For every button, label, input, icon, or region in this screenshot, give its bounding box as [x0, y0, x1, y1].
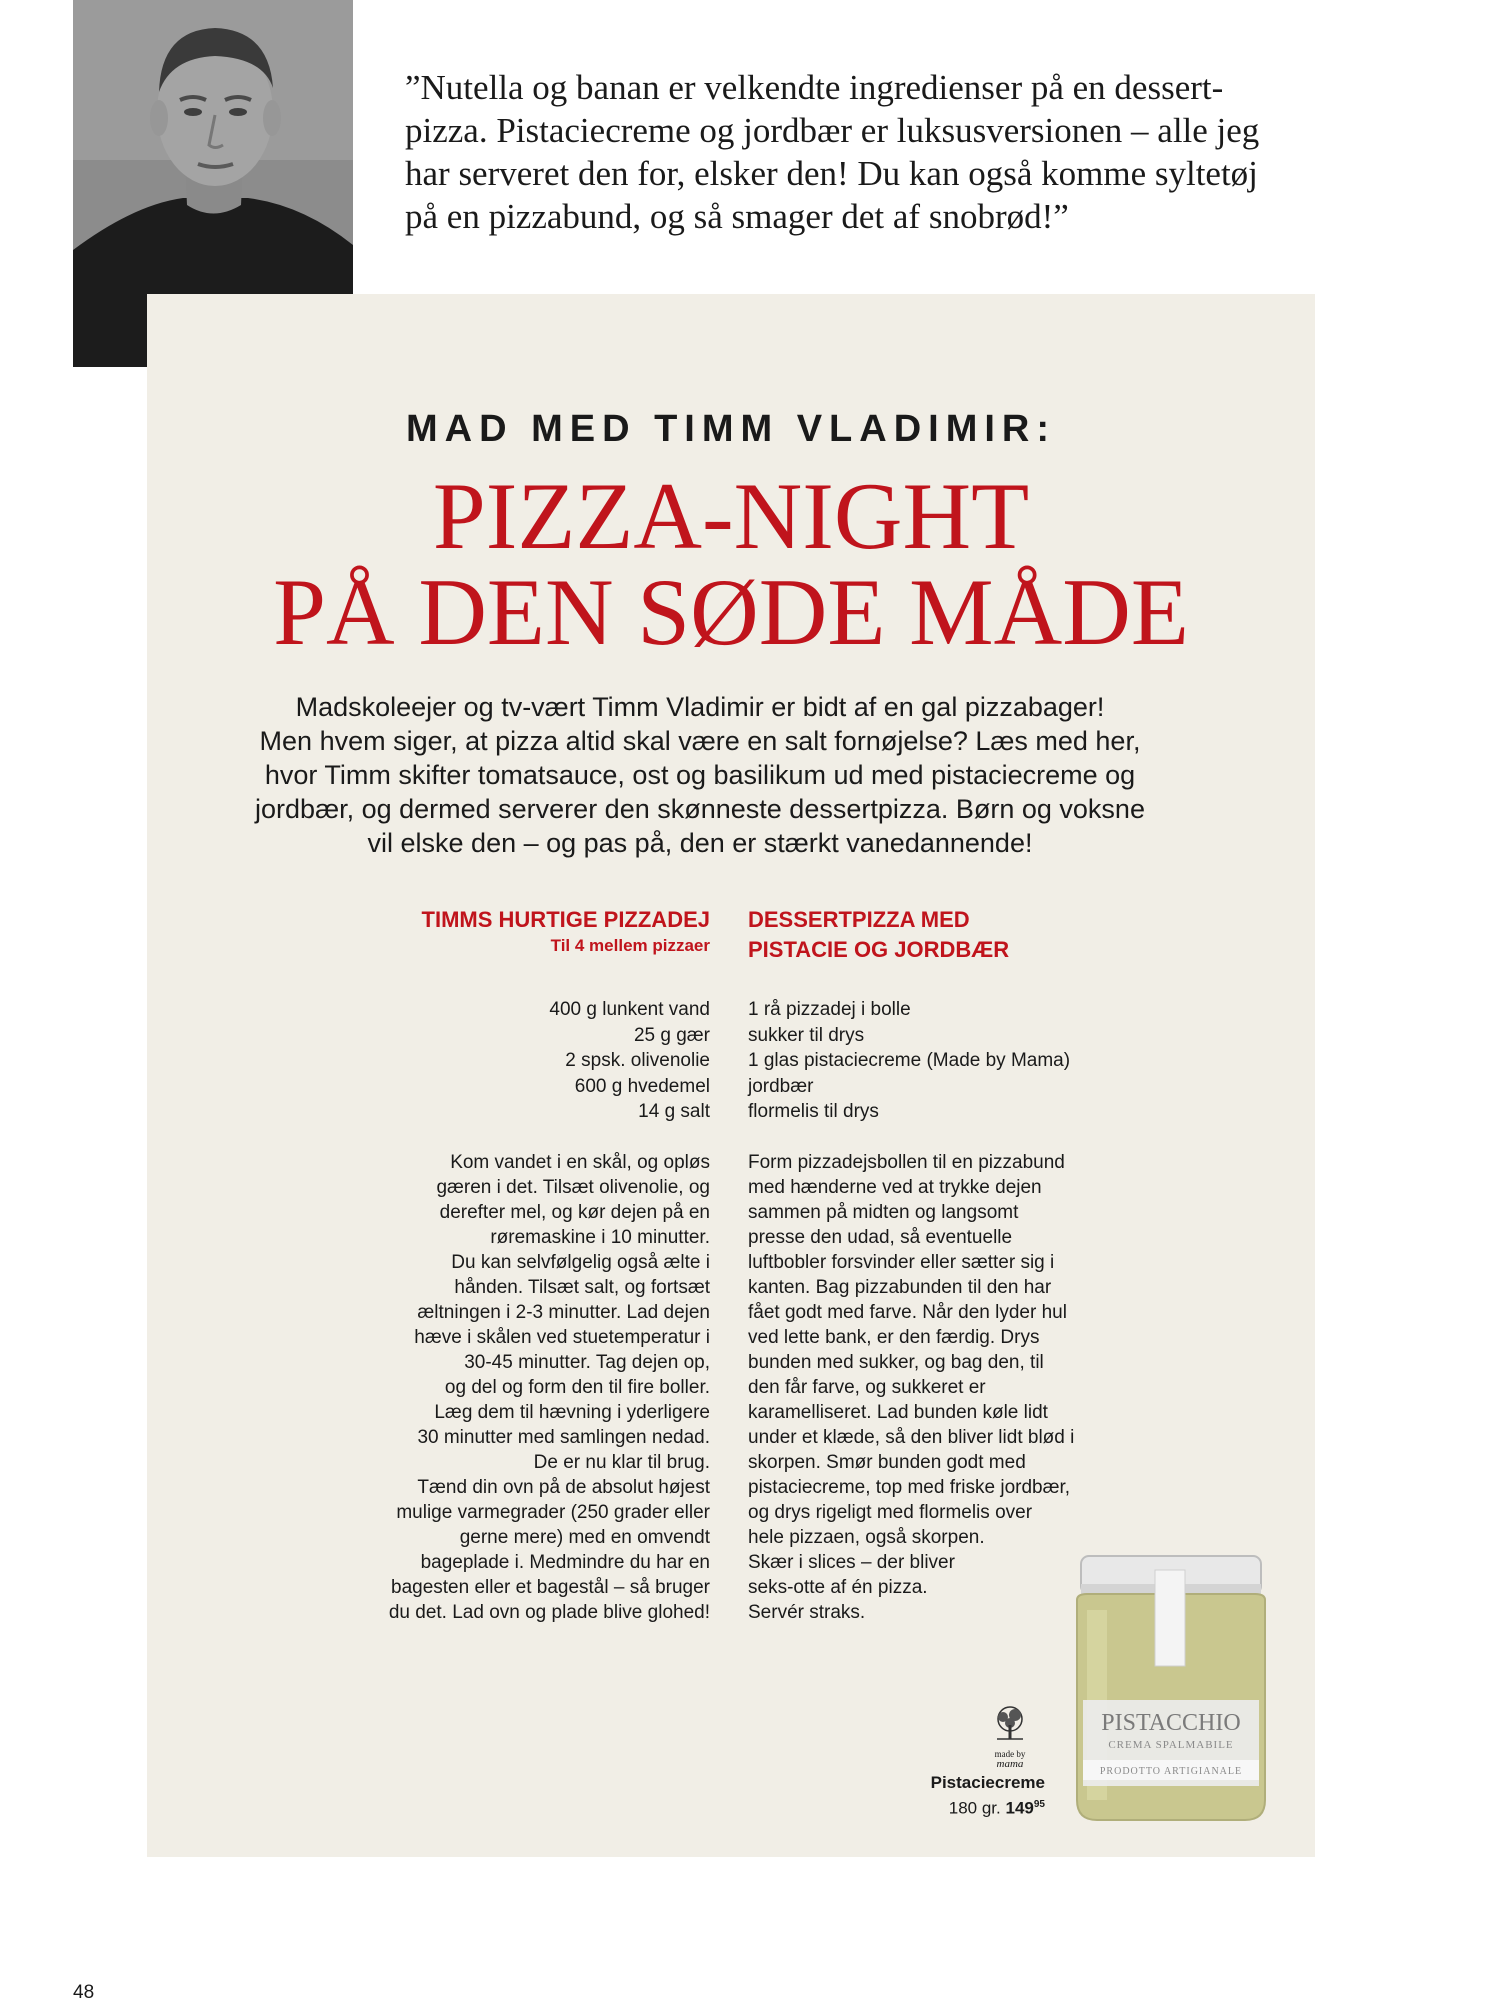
product-size: 180 gr.	[948, 1798, 1001, 1818]
method-line: hånden. Tilsæt salt, og fortsæt	[454, 1276, 710, 1298]
ingredient-item: 1 glas pistaciecreme (Made by Mama)	[748, 1050, 1071, 1071]
method-line: under et klæde, så den bliver lidt blød i	[748, 1426, 1075, 1448]
article-title	[147, 463, 1315, 665]
product-price-line	[905, 1794, 1045, 1820]
quote-line: ”Nutella og banan er velkendte ingredienser på en dessert-	[405, 68, 1224, 107]
recipe-pizza-title-line-2: PISTACIE OG JORDBÆR	[748, 937, 1010, 962]
method-line: ved lette bank, er den færdig. Drys	[748, 1326, 1040, 1348]
column-kicker: MAD MED TIMM VLADIMIR:	[405, 408, 1057, 450]
product-price-cents: 95	[1033, 1799, 1045, 1810]
method-line: 30-45 minutter. Tag dejen op,	[464, 1351, 710, 1373]
method-line: presse den udad, så eventuelle	[748, 1226, 1013, 1248]
method-line: gerne mere) med en omvendt	[459, 1526, 710, 1548]
jar-illustration	[1067, 1550, 1275, 1825]
brand-line-1: made by	[994, 1749, 1026, 1759]
recipe-pizza-title-line-1: DESSERTPIZZA MED	[748, 907, 970, 932]
method-line: kanten. Bag pizzabunden til den har	[748, 1276, 1052, 1298]
ingredient-item: 25 g gær	[633, 1024, 710, 1046]
method-line: Læg dem til hævning i yderligere	[434, 1401, 710, 1423]
method-line: skorpen. Smør bunden godt med	[748, 1451, 1026, 1473]
method-line: bageplade i. Medmindre du har en	[420, 1551, 710, 1573]
ingredient-item: flormelis til drys	[748, 1101, 879, 1122]
method-line: seks-otte af én pizza.	[748, 1576, 928, 1598]
method-line: luftbobler forsvinder eller sætter sig i	[748, 1251, 1055, 1273]
method-line: De er nu klar til brug.	[533, 1451, 710, 1473]
method-line: Tænd din ovn på de absolut højest	[417, 1476, 710, 1498]
method-line: hele pizzaen, også skorpen.	[748, 1526, 985, 1548]
method-line: æltningen i 2-3 minutter. Lad dejen	[417, 1301, 710, 1323]
method-line: røremaskine i 10 minutter.	[490, 1226, 710, 1248]
recipe-dessert-pizza	[748, 905, 1158, 1625]
method-line: bunden med sukker, og bag den, til	[748, 1351, 1044, 1373]
method-line: mulige varmegrader (250 grader eller	[396, 1501, 710, 1523]
pull-quote	[405, 66, 1305, 238]
method-line: fået godt med farve. Når den lyder hul	[748, 1301, 1067, 1323]
method-line: Form pizzadejsbollen til en pizzabund	[748, 1151, 1065, 1173]
quote-line: på en pizzabund, og så smager det af snobrød!”	[405, 197, 1069, 236]
product-price: 149	[1005, 1798, 1034, 1818]
brand-line-2: mama	[996, 1758, 1024, 1770]
intro-line: jordbær, og dermed serverer den skønneste dessertpizza. Børn og voksne	[255, 794, 1145, 824]
tree-icon	[985, 1705, 1035, 1745]
dough-ingredient-list	[300, 997, 710, 1125]
jar-label-band: PRODOTTO ARTIGIANALE	[1099, 1766, 1243, 1777]
ingredient-item: 14 g salt	[638, 1101, 710, 1122]
dough-method	[300, 1150, 710, 1625]
ingredient-item: 1 rå pizzadej i bolle	[748, 999, 911, 1020]
ingredient-item: 2 spsk. olivenolie	[565, 1050, 710, 1071]
method-line: den får farve, og sukkeret er	[748, 1376, 986, 1398]
method-line: Servér straks.	[748, 1601, 866, 1623]
ingredient-item: jordbær	[748, 1075, 814, 1097]
ingredient-item: 400 g lunkent vand	[549, 999, 710, 1020]
intro-paragraph	[200, 690, 1200, 860]
method-line: sammen på midten og langsomt	[748, 1201, 1019, 1223]
title-line-1: PIZZA-NIGHT	[432, 463, 1030, 569]
intro-line: vil elske den – og pas på, den er stærkt vanedannende!	[367, 828, 1033, 858]
product-name: Pistaciecreme	[930, 1773, 1045, 1792]
jar-label-main: PISTACCHIO	[1101, 1710, 1241, 1736]
pistachio-jar-image	[1067, 1550, 1275, 1825]
pizza-ingredient-list	[748, 997, 1158, 1125]
method-line: derefter mel, og kør dejen på en	[439, 1201, 710, 1223]
method-line: pistaciecreme, top med friske jordbær,	[748, 1476, 1071, 1498]
method-line: gæren i det. Tilsæt olivenolie, og	[436, 1176, 710, 1198]
method-line: Skær i slices – der bliver	[748, 1551, 955, 1573]
method-line: hæve i skålen ved stuetemperatur i	[414, 1326, 710, 1348]
ingredient-item: 600 g hvedemel	[574, 1075, 710, 1097]
quote-line: pizza. Pistaciecreme og jordbær er luksusversionen – alle jeg	[405, 111, 1260, 150]
intro-line: Madskoleejer og tv-vært Timm Vladimir er bidt af en gal pizzabager!	[295, 692, 1105, 722]
method-line: 30 minutter med samlingen nedad.	[417, 1426, 710, 1448]
quote-line: har serveret den for, elsker den! Du kan også komme syltetøj	[405, 154, 1258, 193]
intro-line: hvor Timm skifter tomatsauce, ost og basilikum ud med pistaciecreme og	[264, 760, 1136, 790]
method-line: karamelliseret. Lad bunden køle lidt	[748, 1401, 1048, 1423]
page-number: 48	[73, 1982, 95, 2003]
method-line: og drys rigeligt med flormelis over	[748, 1501, 1033, 1523]
method-line: Du kan selvfølgelig også ælte i	[451, 1251, 710, 1273]
recipe-dough	[300, 905, 710, 1625]
recipe-dough-title: TIMMS HURTIGE PIZZADEJ	[421, 907, 710, 932]
intro-line: Men hvem siger, at pizza altid skal være en salt fornøjelse? Læs med her,	[259, 726, 1141, 756]
jar-label-sub: CREMA SPALMABILE	[1108, 1739, 1234, 1751]
recipe-dough-yield: Til 4 mellem pizzaer	[550, 936, 710, 955]
method-line: bagesten eller et bagestål – så bruger	[391, 1576, 710, 1598]
made-by-mama-logo	[985, 1705, 1035, 1770]
method-line: du det. Lad ovn og plade blive glohed!	[388, 1601, 710, 1623]
method-line: Kom vandet i en skål, og opløs	[450, 1151, 710, 1173]
ingredient-item: sukker til drys	[748, 1024, 865, 1046]
method-line: og del og form den til fire boller.	[444, 1376, 710, 1398]
product-caption	[905, 1772, 1045, 1820]
method-line: med hænderne ved at trykke dejen	[748, 1176, 1042, 1198]
title-line-2: PÅ DEN SØDE MÅDE	[273, 559, 1189, 665]
